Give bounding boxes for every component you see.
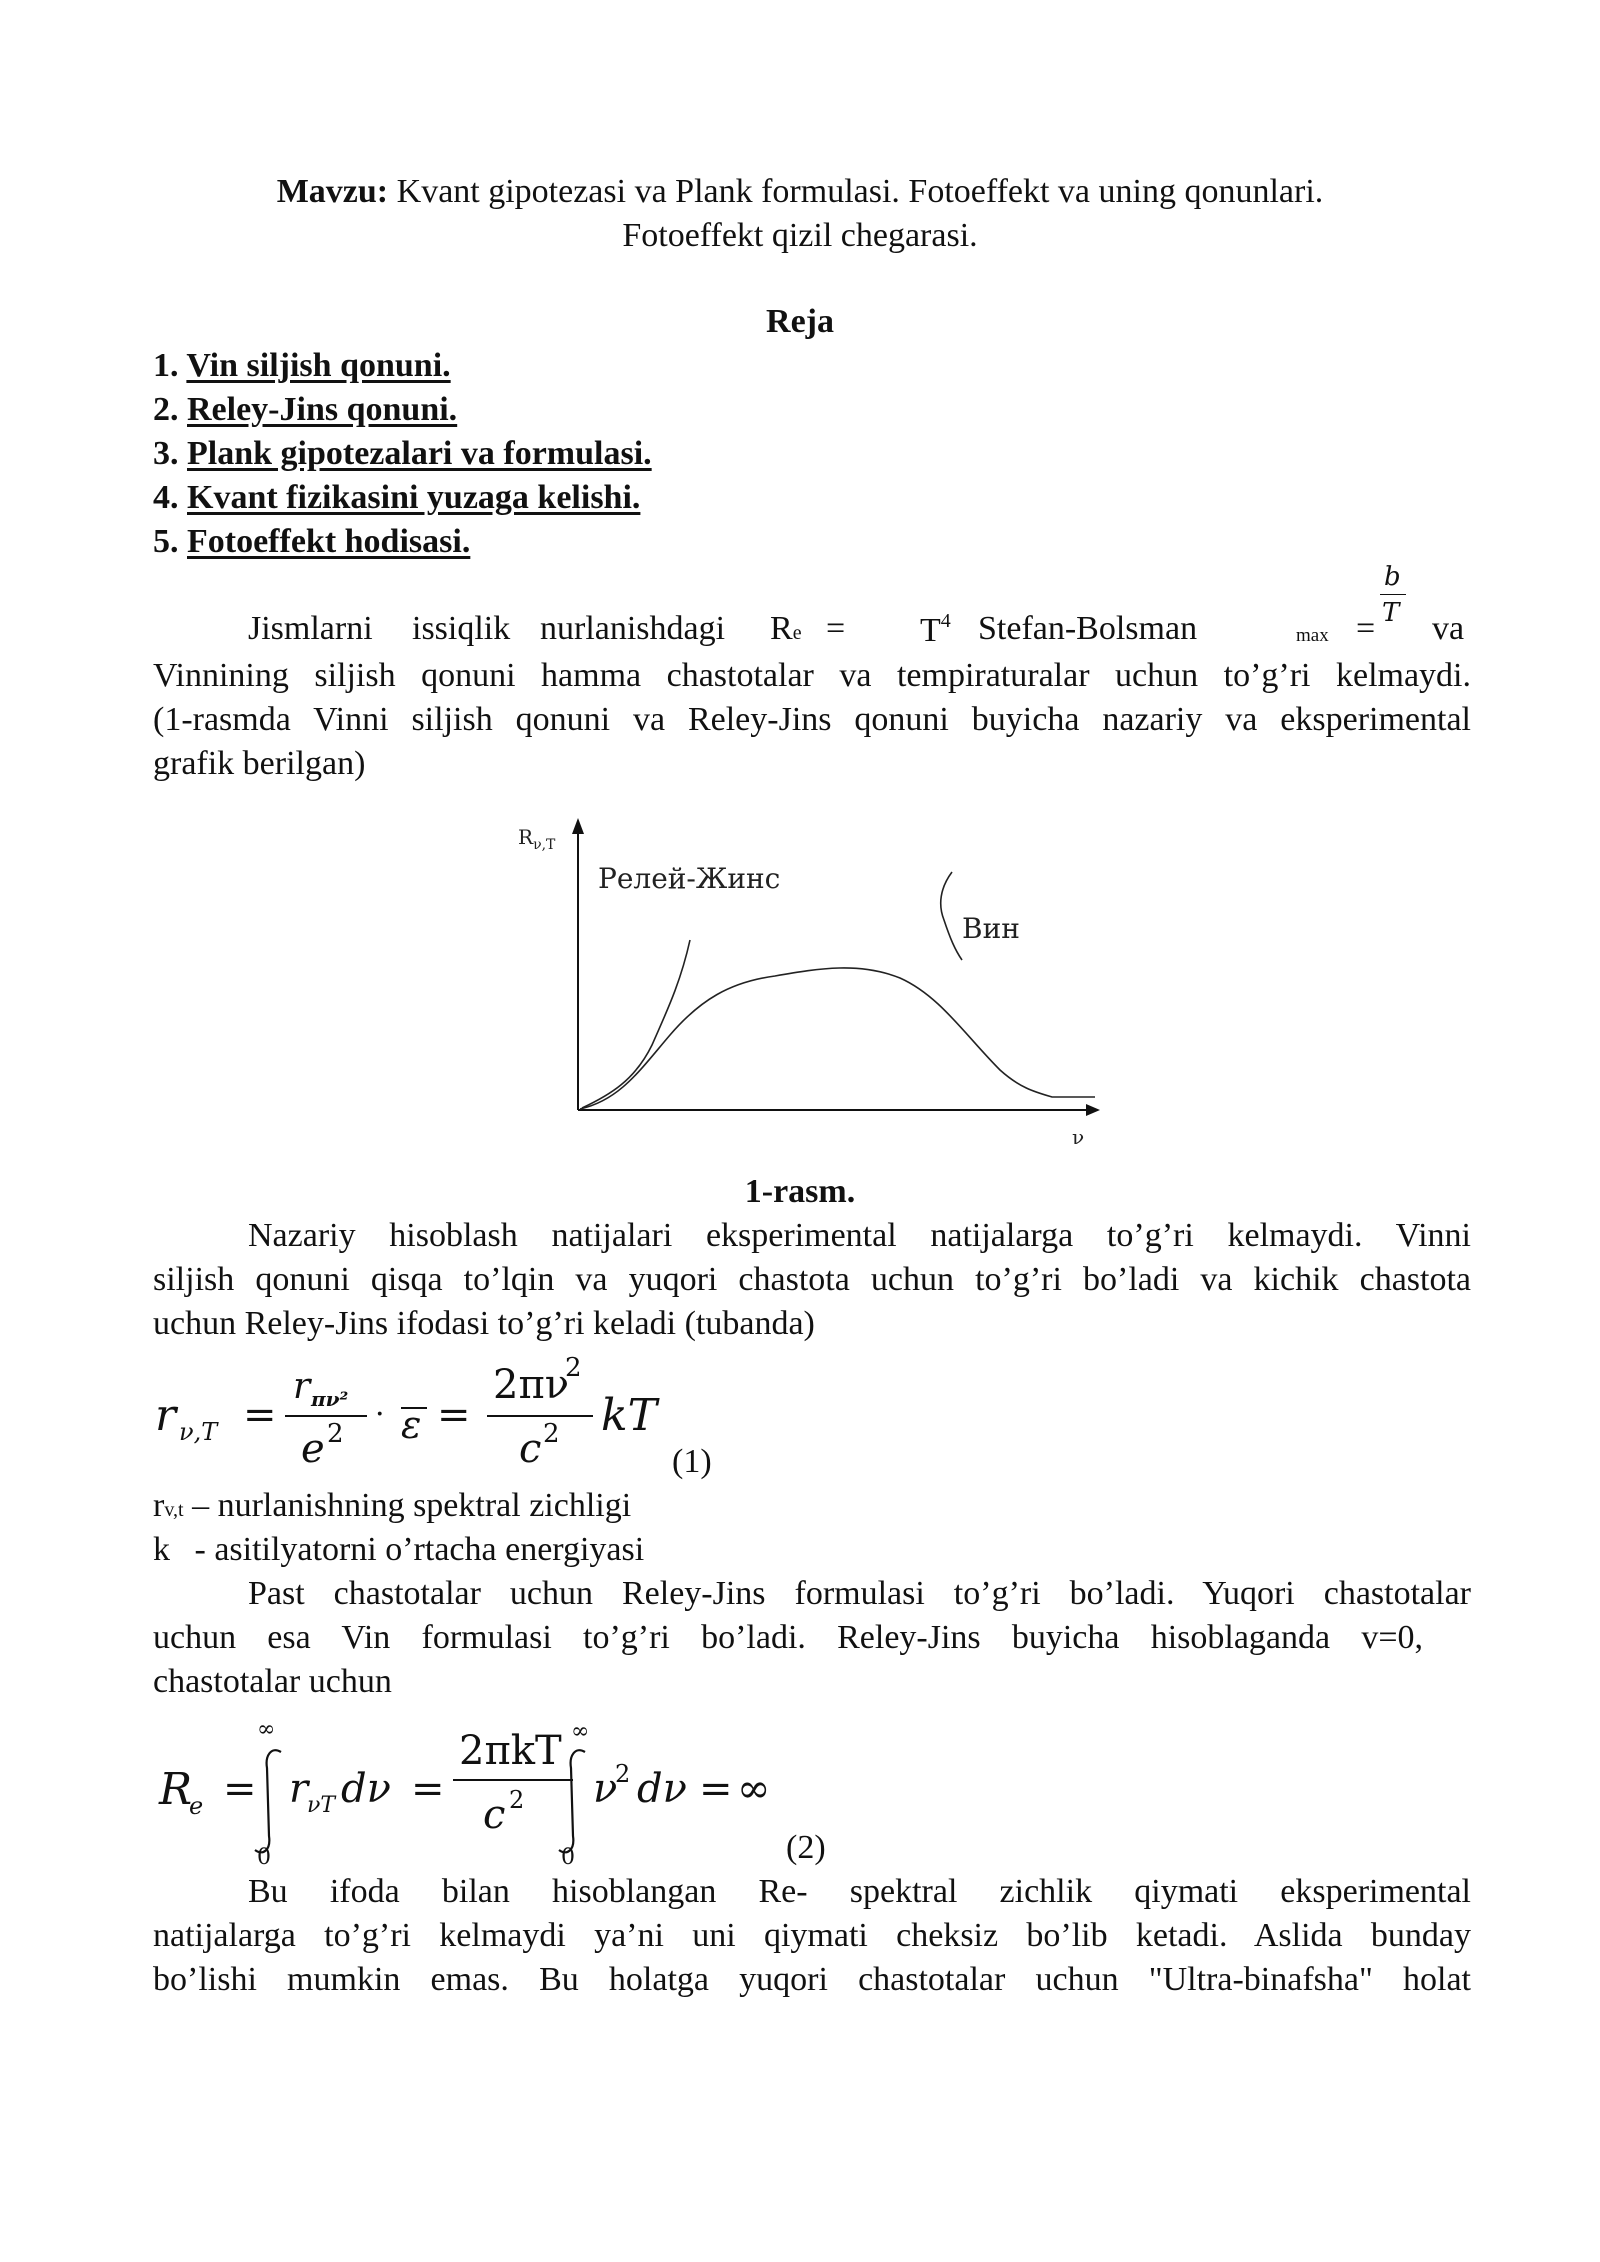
para4-line-2: natijalarga to’g’ri kelmaydi ya’ni uni qiymati cheksiz bo’lib ketadi. Aslida bunday <box>153 1917 1471 1954</box>
svg-text:c: c <box>519 1426 542 1472</box>
definition-2 <box>153 1528 644 1572</box>
svg-text:2: 2 <box>509 1786 525 1814</box>
svg-text:dν: dν <box>341 1766 391 1812</box>
intro-word: Jismlarni <box>248 610 373 647</box>
plan-item-number: 2. <box>153 391 179 428</box>
fraction-bar <box>1380 594 1406 595</box>
plan-item-number: 1. <box>153 347 179 384</box>
plan-item-text: Reley-Jins qonuni. <box>187 391 458 428</box>
intro-t4-symbol: $T^4$ <box>920 610 951 649</box>
para3-line-2: uchun esa Vin formulasi to’g’ri bo’ladi. Reley-Jins buyicha hisoblaganda v=0, <box>153 1619 1423 1656</box>
para2-line-1: Nazariy hisoblash natijalari eksperimental natijalarga to’g’ri kelmaydi. Vinni <box>248 1217 1471 1254</box>
plan-title: Reja <box>766 303 834 340</box>
plan-item-text: Vin siljish qonuni. <box>186 347 451 384</box>
topic-line-2: Fotoeffekt qizil chegarasi. <box>622 217 978 254</box>
plan-item-2 <box>153 388 457 432</box>
definition-subscript: v,t <box>164 1499 184 1521</box>
intro-word: Stefan-Bolsman <box>978 610 1198 647</box>
svg-text:e: e <box>301 1426 325 1472</box>
intro-word: nurlanishdagi <box>540 610 726 647</box>
fraction-denominator: T <box>1382 598 1400 628</box>
wien-label: Вин <box>962 912 1020 945</box>
intro-line-3: (1-rasmda Vinni siljish qonuni va Reley-Jins qonuni buyicha nazariy va eksperimental <box>153 701 1471 738</box>
svg-text:2πkT: 2πkT <box>459 1728 562 1774</box>
svg-text:r: r <box>155 1390 177 1441</box>
svg-text:ε: ε <box>401 1403 422 1447</box>
spectral-graph-figure <box>500 810 1120 1160</box>
plan-item-number: 5. <box>153 523 179 560</box>
definition-symbol: r <box>153 1487 165 1524</box>
svg-text:R: R <box>159 1764 193 1815</box>
svg-text:0: 0 <box>561 1845 575 1866</box>
plan-item-3 <box>153 432 652 476</box>
svg-text:2: 2 <box>543 1419 560 1449</box>
svg-text:2: 2 <box>565 1353 582 1383</box>
svg-text:=: = <box>699 1766 733 1812</box>
topic-label: Mavzu: <box>276 173 389 210</box>
svg-text:dν: dν <box>637 1766 687 1812</box>
intro-line-4: grafik berilgan) <box>153 745 366 782</box>
fraction-numerator: b <box>1384 562 1401 592</box>
intro-equals: = <box>1356 610 1376 647</box>
para4-line-1: Bu ifoda bilan hisoblangan Re- spektral zichlik qiymati eksperimental <box>248 1873 1471 1910</box>
plan-item-text: Fotoeffekt hodisasi. <box>187 523 471 560</box>
rayleigh-jeans-curve <box>582 940 690 1108</box>
svg-text:=: = <box>243 1392 277 1438</box>
topic-line <box>0 170 1600 214</box>
para4-line-3: bo’lishi mumkin emas. Bu holatga yuqori chastotalar uchun "Ultra-binafsha" holat <box>153 1961 1471 1998</box>
svg-text:kT: kT <box>601 1390 658 1441</box>
equation-2-number: (2) <box>786 1829 826 1866</box>
plan-item-4 <box>153 476 640 520</box>
plan-item-text: Plank gipotezalari va formulasi. <box>187 435 652 472</box>
para2-line-2: siljish qonuni qisqa to’lqin va yuqori chastota uchun to’g’ri bo’ladi va kichik chastota <box>153 1261 1471 1298</box>
svg-text:c: c <box>483 1792 506 1838</box>
figure-caption: 1-rasm. <box>744 1173 856 1210</box>
svg-text:·: · <box>375 1397 385 1432</box>
y-axis-arrow-icon <box>572 818 584 834</box>
svg-text:∞: ∞ <box>571 1719 590 1744</box>
svg-text:0: 0 <box>257 1845 271 1866</box>
definition-text: – nurlanishning spektral zichligi <box>192 1487 632 1524</box>
x-axis-arrow-icon <box>1086 1104 1100 1116</box>
plan-item-number: 4. <box>153 479 179 516</box>
definition-1 <box>153 1484 631 1532</box>
svg-text:∞: ∞ <box>257 1717 276 1742</box>
wien-bracket <box>941 872 962 960</box>
svg-text:ν: ν <box>593 1766 618 1812</box>
svg-text:2: 2 <box>615 1760 631 1788</box>
svg-text:2: 2 <box>327 1419 344 1449</box>
x-axis-label: ν <box>1072 1125 1085 1149</box>
svg-text:πν²: πν² <box>311 1387 349 1411</box>
svg-text:∞: ∞ <box>737 1766 771 1812</box>
plan-item-5 <box>153 520 470 564</box>
para3-line-1: Past chastotalar uchun Reley-Jins formulasi to’g’ri bo’ladi. Yuqori chastotalar <box>248 1575 1471 1612</box>
y-axis-label: $R_{\nu,T}$ <box>518 825 556 853</box>
svg-text:νT: νT <box>307 1793 336 1818</box>
svg-text:=: = <box>437 1392 471 1438</box>
intro-word: va <box>1432 610 1465 647</box>
svg-text:ν,T: ν,T <box>179 1418 218 1446</box>
para3-line-3: chastotalar uchun <box>153 1663 392 1700</box>
rayleigh-jeans-label: Релей-Жинс <box>598 862 781 895</box>
intro-equals: = <box>826 610 846 647</box>
equation-2 <box>153 1716 853 1866</box>
svg-text:r: r <box>289 1766 309 1812</box>
intro-max-subscript: max <box>1296 625 1329 646</box>
intro-re-symbol: Re <box>770 610 802 647</box>
topic-text: Kvant gipotezasi va Plank formulasi. Fotoeffekt va uning qonunlari. <box>396 173 1324 210</box>
svg-text:e: e <box>189 1792 204 1820</box>
para2-line-3: uchun Reley-Jins ifodasi to’g’ri keladi (tubanda) <box>153 1305 815 1342</box>
svg-text:2πν: 2πν <box>493 1362 570 1408</box>
svg-text:r: r <box>293 1366 311 1407</box>
plan-item-text: Kvant fizikasini yuzaga kelishi. <box>187 479 641 516</box>
plan-item-1 <box>153 344 451 388</box>
intro-line-2: Vinnining siljish qonuni hamma chastotalar va tempiraturalar uchun to’g’ri kelmaydi. <box>153 657 1471 694</box>
definition-symbol: k <box>153 1531 170 1568</box>
equation-1-number: (1) <box>672 1443 712 1480</box>
intro-word: issiqlik <box>412 610 511 647</box>
svg-text:=: = <box>223 1766 257 1812</box>
definition-text: - asitilyatorni o’rtacha energiyasi <box>194 1531 645 1568</box>
experimental-curve <box>580 968 1095 1109</box>
svg-text:=: = <box>411 1766 445 1812</box>
plan-item-number: 3. <box>153 435 179 472</box>
